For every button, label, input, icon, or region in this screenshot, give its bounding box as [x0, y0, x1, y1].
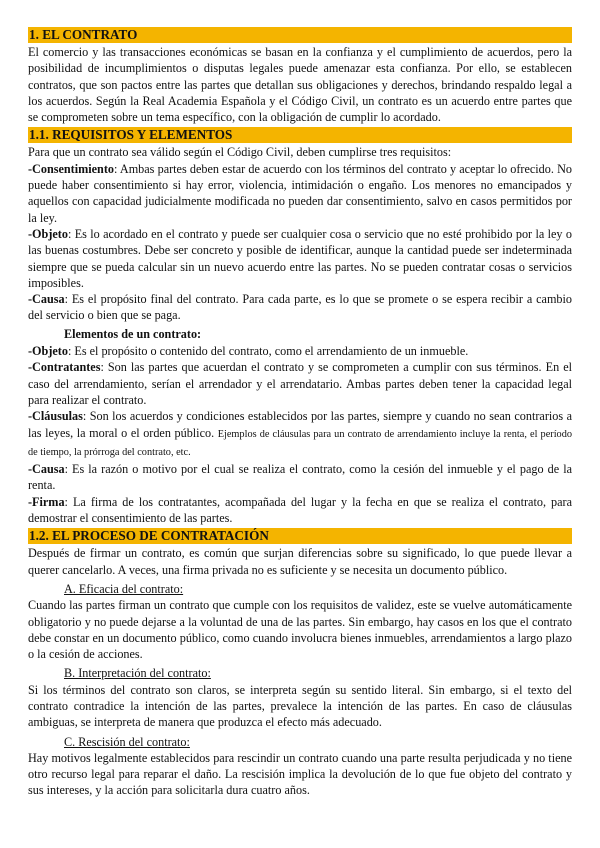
term-label: -Causa — [28, 292, 65, 307]
requisito-objeto — [28, 226, 572, 291]
term-text: : Es el propósito final del contrato. Para cada parte, es lo que se promete o se espera recibir a cambio del servicio o bien que se paga. — [28, 292, 572, 323]
section-heading-contrato: 1. EL CONTRATO — [28, 27, 572, 43]
requisito-consentimiento — [28, 161, 572, 226]
subsection-text-rescision: Hay motivos legalmente establecidos para rescindir un contrato cuando una parte resulta perjudicada y no tiene otro recurso legal para reparar el daño. La rescisión implica la devolución de lo que fue objeto del contrato y sus intereses, y la acción para solicitarla dura cuatro años. — [28, 750, 572, 798]
term-label: -Consentimiento — [28, 161, 114, 176]
term-label: -Cláusulas — [28, 409, 83, 424]
elemento-causa — [28, 461, 572, 494]
subsection-title-interpretacion: B. Interpretación del contrato: — [64, 666, 211, 681]
term-label: -Contratantes — [28, 360, 101, 375]
elemento-contratantes — [28, 359, 572, 408]
term-note: Ejemplos de cláusulas para un contrato de arrendamiento incluye la renta, el período de tiempo, la prórroga del contrato, etc. — [28, 428, 572, 458]
term-text: : Son los acuerdos y condiciones establecidos por las partes, siempre y cuando no sean contrarios a las leyes, la moral o el orden público. — [28, 409, 572, 440]
proceso-intro: Después de firmar un contrato, es común que surjan diferencias sobre su significado, lo que puede llevar a querer cancelarlo. A veces, una firma privada no es suficiente y se necesita un documento público. — [28, 546, 572, 577]
elementos-title: Elementos de un contrato: — [64, 326, 202, 341]
requisito-causa — [28, 291, 572, 324]
subsection-title-rescision: C. Rescisión del contrato: — [64, 734, 190, 749]
elemento-clausulas — [28, 408, 572, 461]
elemento-firma — [28, 494, 572, 527]
paragraph-contrato: El comercio y las transacciones económicas se basan en la confianza y el cumplimiento de acuerdos, pero la posibilidad de incumplimientos o disputas legales puede amenazar esta confianza. Por ello, se establecen contratos, que son pactos entre las partes que detallan sus obligaciones y derechos, brindando respaldo legal a los acuerdos. Según la Real Academia Española y el Código Civil, un contrato es un acuerdo entre partes que se comprometen sobre un tema específico, con la obligación de cumplir lo acordado. — [28, 45, 572, 125]
section-heading-requisitos: 1.1. REQUISITOS Y ELEMENTOS — [28, 127, 572, 143]
term-text: : La firma de los contratantes, acompañada del lugar y la fecha en que se realiza el contrato, para demostrar el consentimiento de las partes. — [28, 494, 572, 526]
subsection-title-eficacia: A. Eficacia del contrato: — [64, 581, 184, 596]
subsection-text-interpretacion: Si los términos del contrato son claros, se interpreta según su sentido literal. Sin embargo, si el texto del contrato contradice la intención de las partes, prevalece la intención de las partes. En caso de cláusulas ambiguas, se interpreta de manera que produzca el efecto más adecuado. — [28, 682, 572, 730]
term-label: -Firma — [28, 494, 65, 509]
term-label: -Objeto — [28, 226, 68, 241]
term-text: : Es la razón o motivo por el cual se realiza el contrato, como la cesión del inmueble y el pago de la renta. — [28, 462, 572, 493]
term-label: -Causa — [28, 462, 65, 477]
section-heading-proceso: 1.2. EL PROCESO DE CONTRATACIÓN — [28, 528, 572, 544]
term-text: : Son las partes que acuerdan el contrato y se comprometen a cumplir con sus términos. En el caso del arrendamiento, serían el arrendador y el arrendatario. Ambas partes deben tener la capacidad legal para realizar el contrato. — [28, 360, 572, 407]
term-text: : Es el propósito o contenido del contrato, como el arrendamiento de un inmueble. — [67, 344, 469, 359]
subsection-text-eficacia: Cuando las partes firman un contrato que cumple con los requisitos de validez, este se vuelve automáticamente obligatorio y no puede dejarse a la voluntad de una de las partes. Sin embargo, hay casos en los que el contrato debe constar en un documento público, como cuando involucra bienes inmuebles, arrendamientos a largo plazo o la cesión de acciones. — [28, 598, 572, 662]
term-label: -Objeto — [28, 344, 68, 359]
term-text: : Ambas partes deben estar de acuerdo con los términos del contrato y aceptar lo ofrecido. No puede haber consentimiento si hay error, violencia, intimidación o engaño. Los menores no emancipados y aquellos con capacidad judicialmente modificada no pueden dar consentimiento, salvo en casos permitidos por la ley. — [28, 161, 572, 225]
requisitos-intro: Para que un contrato sea válido según el Código Civil, deben cumplirse tres requisitos: — [28, 145, 452, 160]
term-text: : Es lo acordado en el contrato y puede ser cualquier cosa o servicio que no esté prohibido por la ley o las buenas costumbres. Debe ser concreto y posible de identificar, aunque la cantidad puede ser indeterminada siempre que se pueda calcular sin un nuevo acuerdo entre las partes. No se pueden contratar cosas o servicios imposibles. — [28, 226, 572, 290]
elemento-objeto — [28, 343, 572, 359]
